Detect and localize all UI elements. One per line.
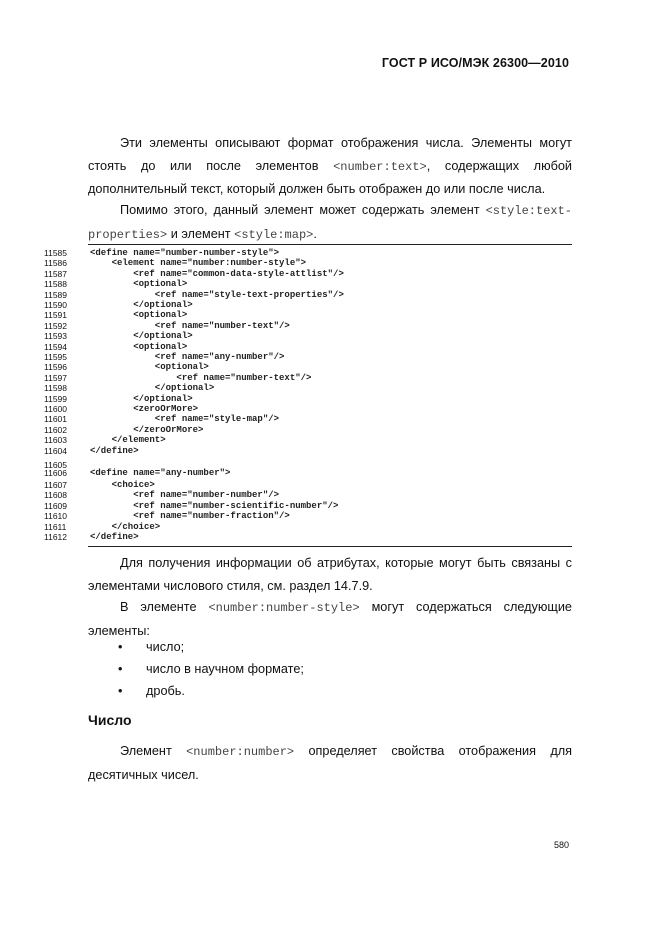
- line-number: 11588: [44, 279, 68, 290]
- bullet-icon: •: [118, 684, 123, 698]
- section-text-a: Элемент: [120, 744, 187, 758]
- code-text: <optional>: [90, 362, 209, 373]
- line-number: 11600: [44, 404, 68, 414]
- intro-text-1b: , содержащих любой дополнительный текст, который должен быть отображен до или после числа.: [88, 158, 572, 196]
- line-number: 11603: [44, 435, 68, 446]
- section-paragraph: [88, 740, 572, 786]
- bullet-icon: •: [118, 640, 123, 654]
- list-item-text: дробь.: [146, 684, 185, 698]
- attributes-paragraph: Для получения информации об атрибутах, которые могут быть связаны с элементами числового стиля, см. раздел 14.7.9.: [88, 556, 572, 593]
- code-text: <element name="number:number-style">: [90, 258, 307, 269]
- code-bottom-rule: [88, 546, 572, 547]
- code-top-rule: [88, 244, 572, 245]
- code-text: <ref name="number-text"/>: [90, 320, 290, 331]
- line-number: 11605: [44, 460, 68, 470]
- list-item-text: число в научном формате;: [146, 662, 304, 676]
- code-text: <zeroOrMore>: [90, 404, 199, 414]
- code-text: <ref name="any-number"/>: [90, 352, 285, 362]
- code-text: <define name="any-number">: [90, 468, 231, 478]
- line-number: 11602: [44, 424, 68, 435]
- code-text: </optional>: [90, 300, 193, 310]
- intro-paragraph-2: [88, 199, 572, 246]
- line-number: 11601: [44, 414, 68, 425]
- document-header: ГОСТ Р ИСО/МЭК 26300—2010: [381, 56, 569, 70]
- contents-paragraph: [88, 596, 572, 642]
- code-text: </zeroOrMore>: [90, 424, 204, 435]
- code-text: <optional>: [90, 341, 188, 352]
- line-number: 11596: [44, 362, 68, 373]
- code-text: </optional>: [90, 331, 193, 342]
- inline-code-number-number-style: <number:number-style>: [208, 601, 360, 615]
- code-text: <define name="number-number-style">: [90, 248, 280, 258]
- code-text: <ref name="style-text-properties"/>: [90, 289, 344, 300]
- line-number: 11599: [44, 393, 68, 404]
- code-text: <optional>: [90, 279, 188, 290]
- line-number: 11611: [44, 521, 67, 532]
- line-number: 11587: [44, 268, 68, 279]
- line-number: 11595: [44, 352, 68, 362]
- intro-paragraph-1: [88, 132, 572, 201]
- line-number: 11590: [44, 300, 68, 310]
- code-text: </optional>: [90, 393, 193, 404]
- code-text: </define>: [90, 445, 139, 456]
- line-number: 11589: [44, 289, 68, 300]
- code-text: <choice>: [90, 479, 155, 490]
- code-text: </optional>: [90, 383, 215, 394]
- line-number: 11598: [44, 383, 68, 394]
- line-number: 11606: [44, 468, 68, 478]
- line-number: 11607: [44, 479, 68, 490]
- line-number: 11586: [44, 258, 68, 269]
- intro-text-2a: Помимо этого, данный элемент может содержать элемент: [120, 203, 486, 217]
- section-heading: Число: [88, 712, 132, 728]
- line-number: 11593: [44, 331, 68, 342]
- contents-text-a: В элементе: [120, 600, 209, 614]
- line-number: 11585: [44, 248, 68, 258]
- line-number: 11591: [44, 310, 68, 321]
- page-number: 580: [553, 840, 569, 850]
- code-text: <optional>: [90, 310, 188, 321]
- intro-text-2c: .: [313, 226, 317, 241]
- code-text: <ref name="number-fraction"/>: [90, 511, 290, 521]
- line-number: 11612: [44, 532, 68, 542]
- code-text: </define>: [90, 532, 139, 542]
- inline-code-style-text-properties: <style:text-properties>: [88, 204, 572, 242]
- line-number: 11592: [44, 320, 68, 331]
- intro-text-1a: Эти элементы описывают формат отображения числа. Элементы могут стоять до или после элементов: [88, 136, 572, 173]
- code-text: <ref name="number-scientific-number"/>: [90, 500, 339, 511]
- section-text-b: определяет свойства отображения для десятичных чисел.: [88, 744, 573, 782]
- contents-text-b: могут содержаться следующие элементы:: [88, 600, 572, 638]
- code-text: <ref name="number-text"/>: [90, 372, 312, 383]
- line-number: 11594: [44, 341, 68, 352]
- line-number: 11609: [44, 500, 68, 511]
- code-text: </element>: [90, 435, 166, 446]
- list-item-text: число;: [146, 640, 185, 654]
- code-text: <ref name="style-map"/>: [90, 414, 280, 425]
- inline-code-number-text: <number:text>: [333, 159, 427, 174]
- code-text: <ref name="number-number"/>: [90, 490, 280, 500]
- inline-code-style-map: <style:map>: [234, 227, 314, 242]
- line-number: 11608: [44, 490, 68, 500]
- inline-code-number-number: <number:number>: [186, 745, 295, 759]
- bullet-icon: •: [118, 662, 123, 676]
- line-number: 11597: [44, 372, 68, 383]
- line-number: 11610: [44, 511, 68, 521]
- code-text: </choice>: [90, 521, 161, 532]
- code-text: <ref name="common-data-style-attlist"/>: [90, 268, 344, 279]
- line-number: 11604: [44, 445, 68, 456]
- intro-text-2b: и элемент: [167, 226, 235, 241]
